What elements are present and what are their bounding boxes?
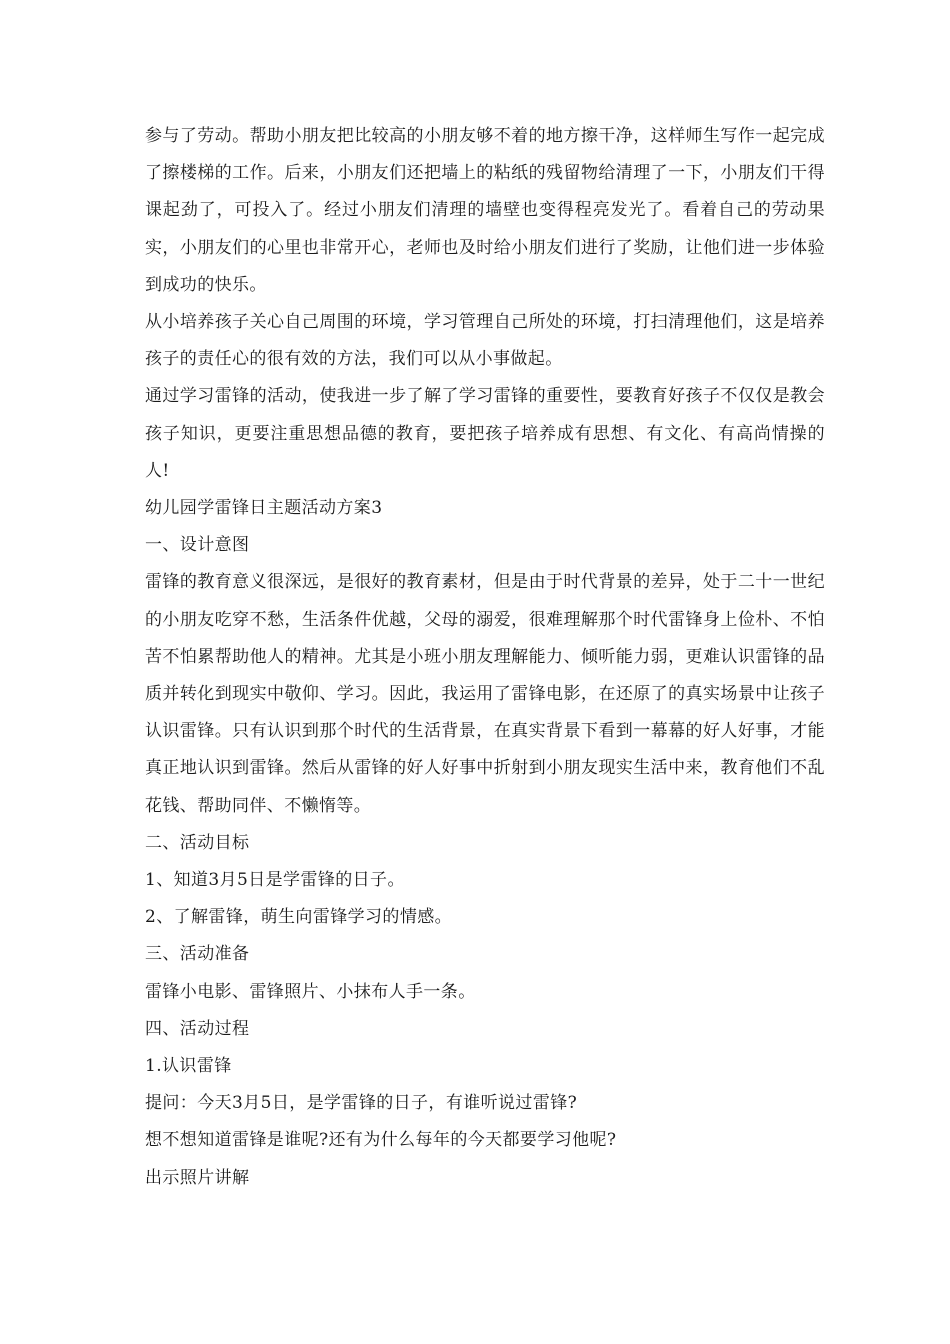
section-title: 幼儿园学雷锋日主题活动方案3	[145, 498, 383, 519]
paragraph-show-photos: 出示照片讲解	[145, 1167, 250, 1188]
document-body	[145, 118, 825, 1197]
paragraph-design-intent: 雷锋的教育意义很深远，是很好的教育素材，但是由于时代背景的差异，处于二十一世纪的小朋友吃穿不愁，生活条件优越，父母的溺爱，很难理解那个时代雷锋身上俭朴、不怕苦不怕累帮助他人的精神。尤其是小班小朋友理解能力、倾听能力弱，更难认识雷锋的品质并转化到现实中敬仰、学习。因此，我运用了雷锋电影，在还原了的真实场景中让孩子认识雷锋。只有认识到那个时代的生活背景，在真实背景下看到一幕幕的好人好事，才能真正地认识到雷锋。然后从雷锋的好人好事中折射到小朋友现实生活中来，教育他们不乱花钱、帮助同伴、不懒惰等。	[145, 572, 825, 816]
paragraph-labor: 参与了劳动。帮助小朋友把比较高的小朋友够不着的地方擦干净，这样师生写作一起完成了擦楼梯的工作。后来，小朋友们还把墙上的粘纸的残留物给清理了一下，小朋友们干得课起劲了，可投入了。经过小朋友们清理的墙壁也变得程亮发光了。看着自己的劳动果实，小朋友们的心里也非常开心，老师也及时给小朋友们进行了奖励，让他们进一步体验到成功的快乐。	[145, 126, 825, 295]
goal-item-1: 1、知道3月5日是学雷锋的日子。	[145, 870, 405, 891]
paragraph-question-1: 提问：今天3月5日，是学雷锋的日子，有谁听说过雷锋?	[145, 1093, 578, 1114]
heading-design-intent: 一、设计意图	[145, 535, 250, 556]
process-step-1: 1.认识雷锋	[145, 1056, 232, 1077]
paragraph-reflection: 通过学习雷锋的活动，使我进一步了解了学习雷锋的重要性，要教育好孩子不仅仅是教会孩子知识，更要注重思想品德的教育，要把孩子培养成有思想、有文化、有高尚情操的人!	[145, 386, 825, 481]
goal-item-2: 2、了解雷锋，萌生向雷锋学习的情感。	[145, 907, 453, 928]
heading-activity-goals: 二、活动目标	[145, 832, 250, 853]
paragraph-question-2: 想不想知道雷锋是谁呢?还有为什么每年的今天都要学习他呢?	[145, 1130, 617, 1151]
paragraph-responsibility: 从小培养孩子关心自己周围的环境，学习管理自己所处的环境，打扫清理他们，这是培养孩子的责任心的很有效的方法，我们可以从小事做起。	[145, 312, 825, 370]
heading-activity-preparation: 三、活动准备	[145, 944, 250, 965]
paragraph-preparation: 雷锋小电影、雷锋照片、小抹布人手一条。	[145, 981, 476, 1002]
heading-activity-process: 四、活动过程	[145, 1018, 250, 1039]
